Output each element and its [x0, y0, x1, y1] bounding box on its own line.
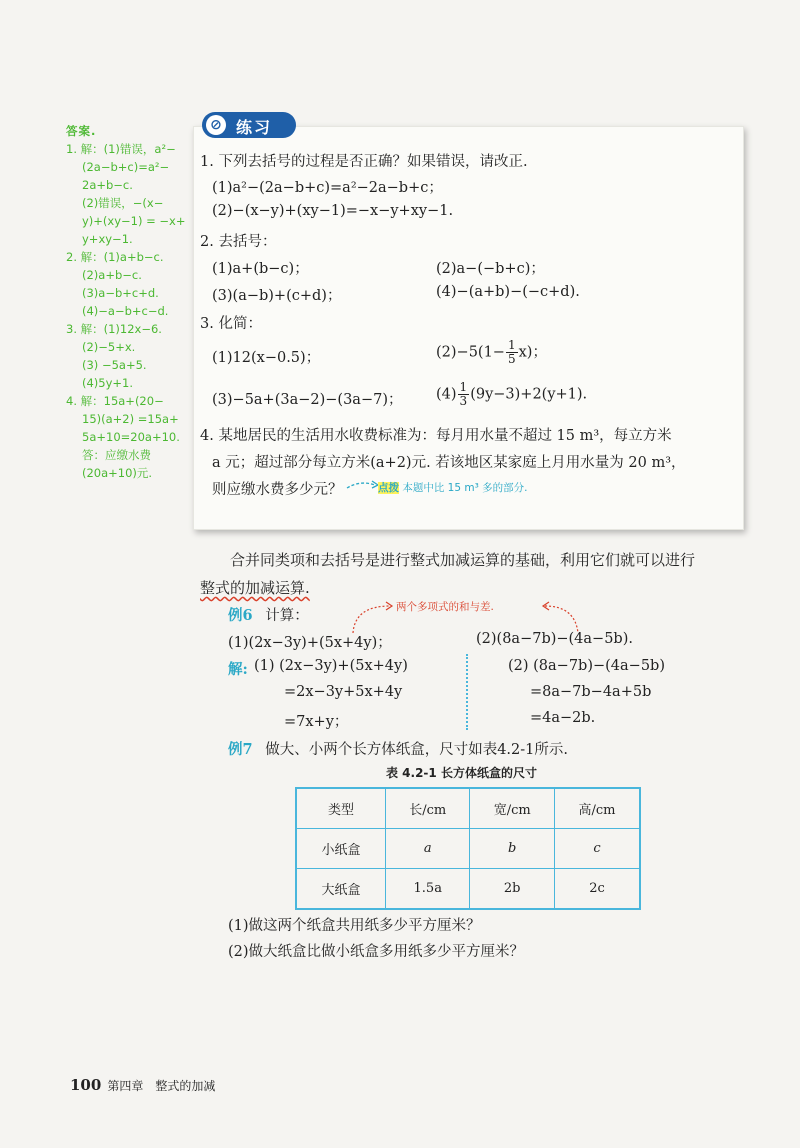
solution-1-line-3: =7x+y；: [284, 714, 349, 730]
question-4-line-1: 4. 某地居民的生活用水收费标准为：每月用水量不超过 15 m³，每立方米: [200, 428, 672, 444]
table-cell: b: [470, 829, 554, 869]
example-7-heading: [228, 738, 568, 759]
question-a: (1)做这两个纸盒共用纸多少平方厘米？: [228, 918, 481, 934]
answer-line: 2a+b−c.: [82, 178, 133, 192]
question-2-part-2: (2)a−(−b+c)；: [436, 261, 545, 277]
answer-line: (4)5y+1.: [82, 376, 134, 390]
solution-1-line-1: (1) (2x−3y)+(5x+4y): [254, 658, 408, 674]
table-row: [296, 869, 640, 910]
table-cell: 1.5a: [386, 869, 470, 910]
solution-divider: [466, 654, 468, 730]
solution-label: 解:: [228, 661, 248, 678]
question-3-part-2: (2)−5(1− $\frac{1}{5}$ x)；: [436, 338, 547, 366]
intro-paragraph-line-1: 合并同类项和去括号是进行整式加减运算的基础，利用它们就可以进行: [230, 551, 696, 569]
solution-2-line-2: =8a−7b−4a+5b: [530, 684, 652, 700]
table-row: [296, 829, 640, 869]
answer-line: (4)−a−b+c−d.: [82, 304, 169, 318]
table-cell: a: [386, 829, 470, 869]
table-header-cell: 宽/cm: [470, 788, 554, 829]
page-number: 100: [70, 1076, 102, 1094]
question-1-part-1: (1)a²−(2a−b+c)=a²−2a−b+c；: [212, 180, 443, 196]
answer-line: 4. 解：15a+(20−: [66, 394, 164, 408]
table-cell: 小纸盒: [296, 829, 386, 869]
example-7-text: 做大、小两个长方体纸盒，尺寸如表4.2-1所示.: [265, 742, 568, 758]
answer-line: 5a+10=20a+10.: [82, 430, 180, 444]
example-7-label: 例7: [228, 741, 253, 758]
question-3-part-3: (3)−5a+(3a−2)−(3a−7)；: [212, 392, 403, 408]
question-2-part-4: (4)−(a+b)−(−c+d).: [436, 284, 580, 300]
solution-2-line-3: =4a−2b.: [530, 710, 596, 726]
question-1: 1. 下列去括号的过程是否正确？如果错误，请改正.: [200, 154, 528, 170]
table-cell: 2b: [470, 869, 554, 910]
example-6-problem-1: (1)(2x−3y)+(5x+4y)；: [228, 635, 392, 651]
table-header-row: [296, 788, 640, 829]
table-cell: c: [554, 829, 640, 869]
example-6-note: 两个多项式的和与差.: [396, 601, 494, 613]
example-6-problem-2: (2)(8a−7b)−(4a−5b).: [476, 631, 633, 647]
answer-line: (2)a+b−c.: [82, 268, 142, 282]
table-header-cell: 高/cm: [554, 788, 640, 829]
question-2-part-1: (1)a+(b−c)；: [212, 261, 309, 277]
fraction: $\frac{1}{5}$: [507, 338, 516, 366]
answer-line: y)+(xy−1) = −x+: [82, 214, 186, 228]
question-4-hint: 点拨 本题中比 15 m³ 多的部分.: [378, 482, 528, 494]
dimensions-table: [295, 787, 641, 910]
question-1-part-2: (2)−(x−y)+(xy−1)=−x−y+xy−1.: [212, 203, 454, 219]
answer-line: 1. 解：(1)错误，a²−: [66, 142, 176, 156]
answer-line: (20a+10)元.: [82, 466, 153, 480]
answer-line: y+xy−1.: [82, 232, 133, 246]
question-4-line-3: 则应缴水费多少元？: [212, 482, 343, 498]
exercise-badge: [202, 112, 296, 138]
question-b: (2)做大纸盒比做小纸盒多用纸多少平方厘米？: [228, 944, 525, 960]
exercise-badge-label: 练习: [236, 118, 273, 137]
answer-line: (2)错误，−(x−: [82, 196, 164, 210]
table-header-cell: 类型: [296, 788, 386, 829]
answer-line: (3) −5a+5.: [82, 358, 147, 372]
question-3: 3. 化简：: [200, 316, 262, 332]
chapter-title: 第四章 整式的加减: [107, 1079, 216, 1093]
page-footer: [70, 1076, 215, 1094]
table-cell: 2c: [554, 869, 640, 910]
question-3-part-4: (4) $\frac{1}{3}$ (9y−3)+2(y+1).: [436, 380, 588, 408]
example-6-heading: [228, 604, 309, 625]
fraction: $\frac{1}{3}$: [459, 380, 468, 408]
pencil-icon: ⊘: [206, 115, 226, 135]
example-6-label: 例6: [228, 607, 253, 624]
table-cell: 大纸盒: [296, 869, 386, 910]
example-6-text: 计算：: [265, 608, 309, 624]
answer-line: 3. 解：(1)12x−6.: [66, 322, 162, 336]
answer-line: (3)a−b+c+d.: [82, 286, 159, 300]
question-2-part-3: (3)(a−b)+(c+d)；: [212, 288, 342, 304]
question-2: 2. 去括号：: [200, 234, 277, 250]
answer-sidebar: [66, 122, 196, 482]
table-caption: 表 4.2-1 长方体纸盒的尺寸: [386, 766, 537, 780]
answer-line: 15)(a+2) =15a+: [82, 412, 179, 426]
question-3-part-1: (1)12(x−0.5)；: [212, 350, 321, 366]
answer-line: (2)−5+x.: [82, 340, 136, 354]
solution-2-line-1: (2) (8a−7b)−(4a−5b): [508, 658, 665, 674]
answer-line: (2a−b+c)=a²−: [82, 160, 170, 174]
answer-line: 2. 解：(1)a+b−c.: [66, 250, 164, 264]
answer-header: 答案.: [66, 124, 97, 138]
intro-paragraph-line-2: 整式的加减运算.: [200, 579, 310, 597]
solution-1-line-2: =2x−3y+5x+4y: [284, 684, 403, 700]
answer-line: 答：应缴水费: [82, 448, 151, 462]
question-4-line-2: a 元；超过部分每立方米(a+2)元. 若该地区某家庭上月用水量为 20 m³，: [212, 455, 686, 471]
table-header-cell: 长/cm: [386, 788, 470, 829]
